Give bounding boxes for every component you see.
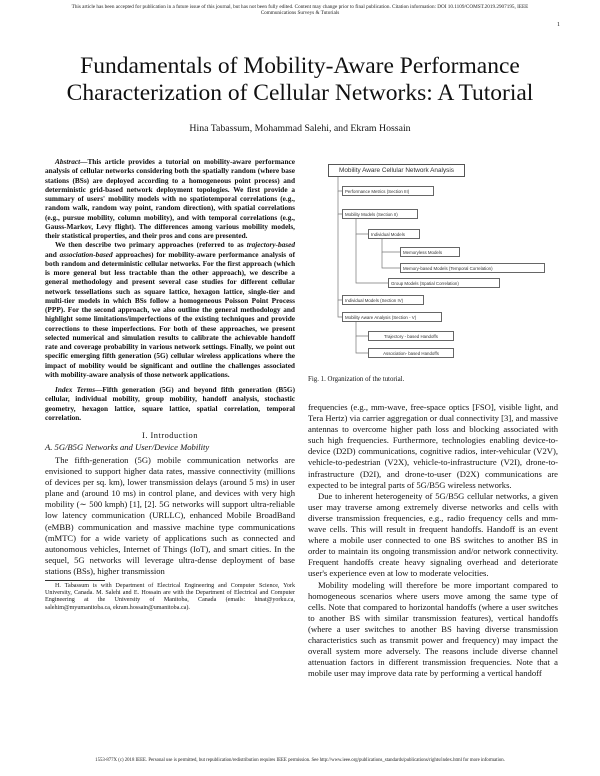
left-column [45,157,295,612]
footnote: H. Tabassum is with Department of Electrical Engineering and Computer Science, York University, Canada. M. Salehi and E. Hossain are with the Department of Electrical and Computer Engineering at the University of Manitoba, Canada (emails: hinat@yorku.ca, salehim@myumanitoba.ca, ekram.hossain@umanitoba.ca). [45,583,295,611]
connector-memoryless [382,239,400,252]
index-terms-text: —Fifth generation (5G) and beyond fifth generation (B5G) cellular, individual mobility, group mobility, handoff analysis, stochastic geometry, hexagon lattice, square lattice, spatial correlation, temporal correlation. [45,385,295,422]
paper-title [20,53,580,107]
subsection-heading: A. 5G/B5G Networks and User/Device Mobility [45,442,210,452]
right-column [308,402,558,679]
copyright-footer: 1553-877X (c) 2018 IEEE. Personal use is permitted, but republication/redistribution requires IEEE permission. See http://www.ieee.org/publications_standards/publications/rights/index.html for more information. [95,758,505,763]
intro-paragraph-text: The fifth-generation (5G) mobile communication networks are envisioned to support higher data rates, massive connectivity (millions of devices per sq. km), lower transmission delays (around 5 ms) in user plane and (around 10 ms) in control plane, and devices with very high mobility (∼ 500 kmph) [1], [2]. 5G networks will support ultra-reliable low latency communication (URLLC), enhanced Mobile BroadBand (eMBB) communication and massive machine type communications (mMTC) for a wide variety of applications such as connected and autonomous vehicles, Internet of Things (IoT), and smart cities. In the sequel, 5G networks will leverage ultra-dense deployment of base stations (BSs), higher transmission [45,455,295,576]
box-group-models: Group Models (Spatial Correlation) [388,278,500,288]
box-root: Mobility Aware Cellular Network Analysis [328,164,465,177]
index-terms-label: Index Terms [55,385,96,394]
abstract-paragraph-1: —This article provides a tutorial on mobility-aware performance analysis of cellular networks considering both the spatially random (where base stations (BSs) are deployed according to a homogeneous point process) and deterministic grid-based network deployment topologies. We first provide a summary of users' mobility models with no spatiotemporal correlations (e.g., random walk, random way point, random direction), with spatial correlations (e.g., pursue mobility, column mobility), and with temporal correlations (e.g., Gauss-Markov, Levy flight). The differences among various mobility models, their statistical properties, and their pros and cons are presented. [45,157,295,240]
box-trajectory-handoffs: Trajectory - based Handoffs [368,331,454,341]
footnote-rule [45,580,105,581]
abstract-trajectory-term: trajectory-based [246,240,295,250]
title-line-1: Fundamentals of Mobility-Aware Performance [80,53,520,79]
box-individual-models-section: Individual Models (Section IV) [342,295,424,305]
box-individual-models: Individual Models [368,229,420,239]
authors: Hina Tabassum, Mohammad Salehi, and Ekram Hossain [189,123,411,134]
abstract-p2-part-a: We then describe two primary approaches (referred to as [55,240,247,250]
connector-memory [382,252,400,268]
abstract [45,157,295,379]
box-mobility-aware-analysis: Mobility Aware Analysis (Section - V) [342,312,442,322]
intro-paragraph [45,455,295,577]
section-heading: I. Introduction [142,431,198,440]
connector-assoc [356,336,368,353]
right-paragraph-3: Mobility modeling will therefore be more important compared to homogeneous scenarios where users move among the same type of cells. Note that compared to horizontal handoffs (where a user switches to another BS with similar transmission features), vertical handoffs (where a user switches to another BS having diverse transmission characteristics such as transmit power and frequency) may impact the overall system more adversely. The reasons include diverse channel attenuation factors in different transmission frequencies. Note that a mobile user may improve data rate by performing a vertical handoff [308,579,558,679]
header-line-1: This article has been accepted for publication in a future issue of this journal, but has not been fully edited. Content may change prior to final publication. Citation information: DOI 10.1109/COMST.2019.2907195, IEEE [71,4,529,10]
abstract-label: Abstract [55,157,81,166]
connector-indiv-sec [338,214,342,300]
connector-traj [356,322,368,336]
figure-caption: Fig. 1. Organization of the tutorial. [308,376,405,383]
title-line-2: Characterization of Cellular Networks: A Tutorial [66,80,534,106]
journal-header [20,4,580,17]
index-terms [45,385,295,422]
box-association-handoffs: Association- based Handoffs [368,348,454,358]
abstract-p2-part-c: approaches) for mobility-aware performance analysis of both random and deterministic cellular networks. For the first approach (which is more general but less tractable than the other approach), we describe a general methodology and present several case studies for different cellular network tessellations such as square lattice, hexagon lattice, single-tier and multi-tier models in which BSs follow a homogeneous Poisson Point Process (PPP). For the second approach, we also outline the general methodology and highlight some limitations/imperfections of the existing techniques and provide corrections to these imperfections. For both of these approaches, we present selected numerical and simulation results to calibrate the achievable handoff rate and coverage probability in various network settings. Finally, we point out specific emerging fifth generation (5G) cellular wireless applications where the impact of mobility would be significant and outline the challenges associated with mobility-aware analysis of those network applications. [45,249,295,379]
box-performance-metrics: Performance Metrics (Section III) [342,186,434,196]
right-paragraph-1: frequencies (e.g., mm-wave, free-space optics [FSO], visible light, and Tera Hertz) via carrier aggregation or dual connectivity [3], and massive antennas to overcome higher path loss and blocking associated with such high frequencies. Furthermore, technologies enabling device-to-device (D2D) communications, cognitive radios, inter-vehicular (V2V), vehicle-to-pedestrian (V2X), vehicle-to-infrastructure (V2I), drone-to-infrastructure (D2I), and drone-to-user (D2X) communications are expected to be integral parts of 5G/B5G wireless networks. [308,402,558,490]
header-line-2: Communications Surveys & Tutorials [260,10,340,17]
right-paragraph-2: Due to inherent heterogeneity of 5G/B5G cellular networks, a given user may traverse among extremely diverse networks and cells with diverse transmission frequencies, e.g., radio frequency cells and mm-wave cells. This will result in frequent handoffs. Handoff is an event where a mobile user connected to one BS switches to another BS in order to maintain its ongoing transmission and/or network connectivity. Frequent handoffs create heavy signaling overhead and deteriorate user's experience even at low to moderate velocities. [308,490,558,579]
abstract-association-term: association-based [59,249,113,259]
box-mobility-models: Mobility Models (Section II) [342,209,418,219]
connector-individual [356,219,368,234]
organization-diagram [328,160,548,373]
abstract-p2-part-b: and [45,249,60,259]
page-number: 1 [557,22,560,28]
connector-group [356,234,388,283]
box-memoryless-models: Memoryless Models [400,247,460,257]
box-memory-based-models: Memory-based Models (Temporal Correlation) [400,263,545,273]
